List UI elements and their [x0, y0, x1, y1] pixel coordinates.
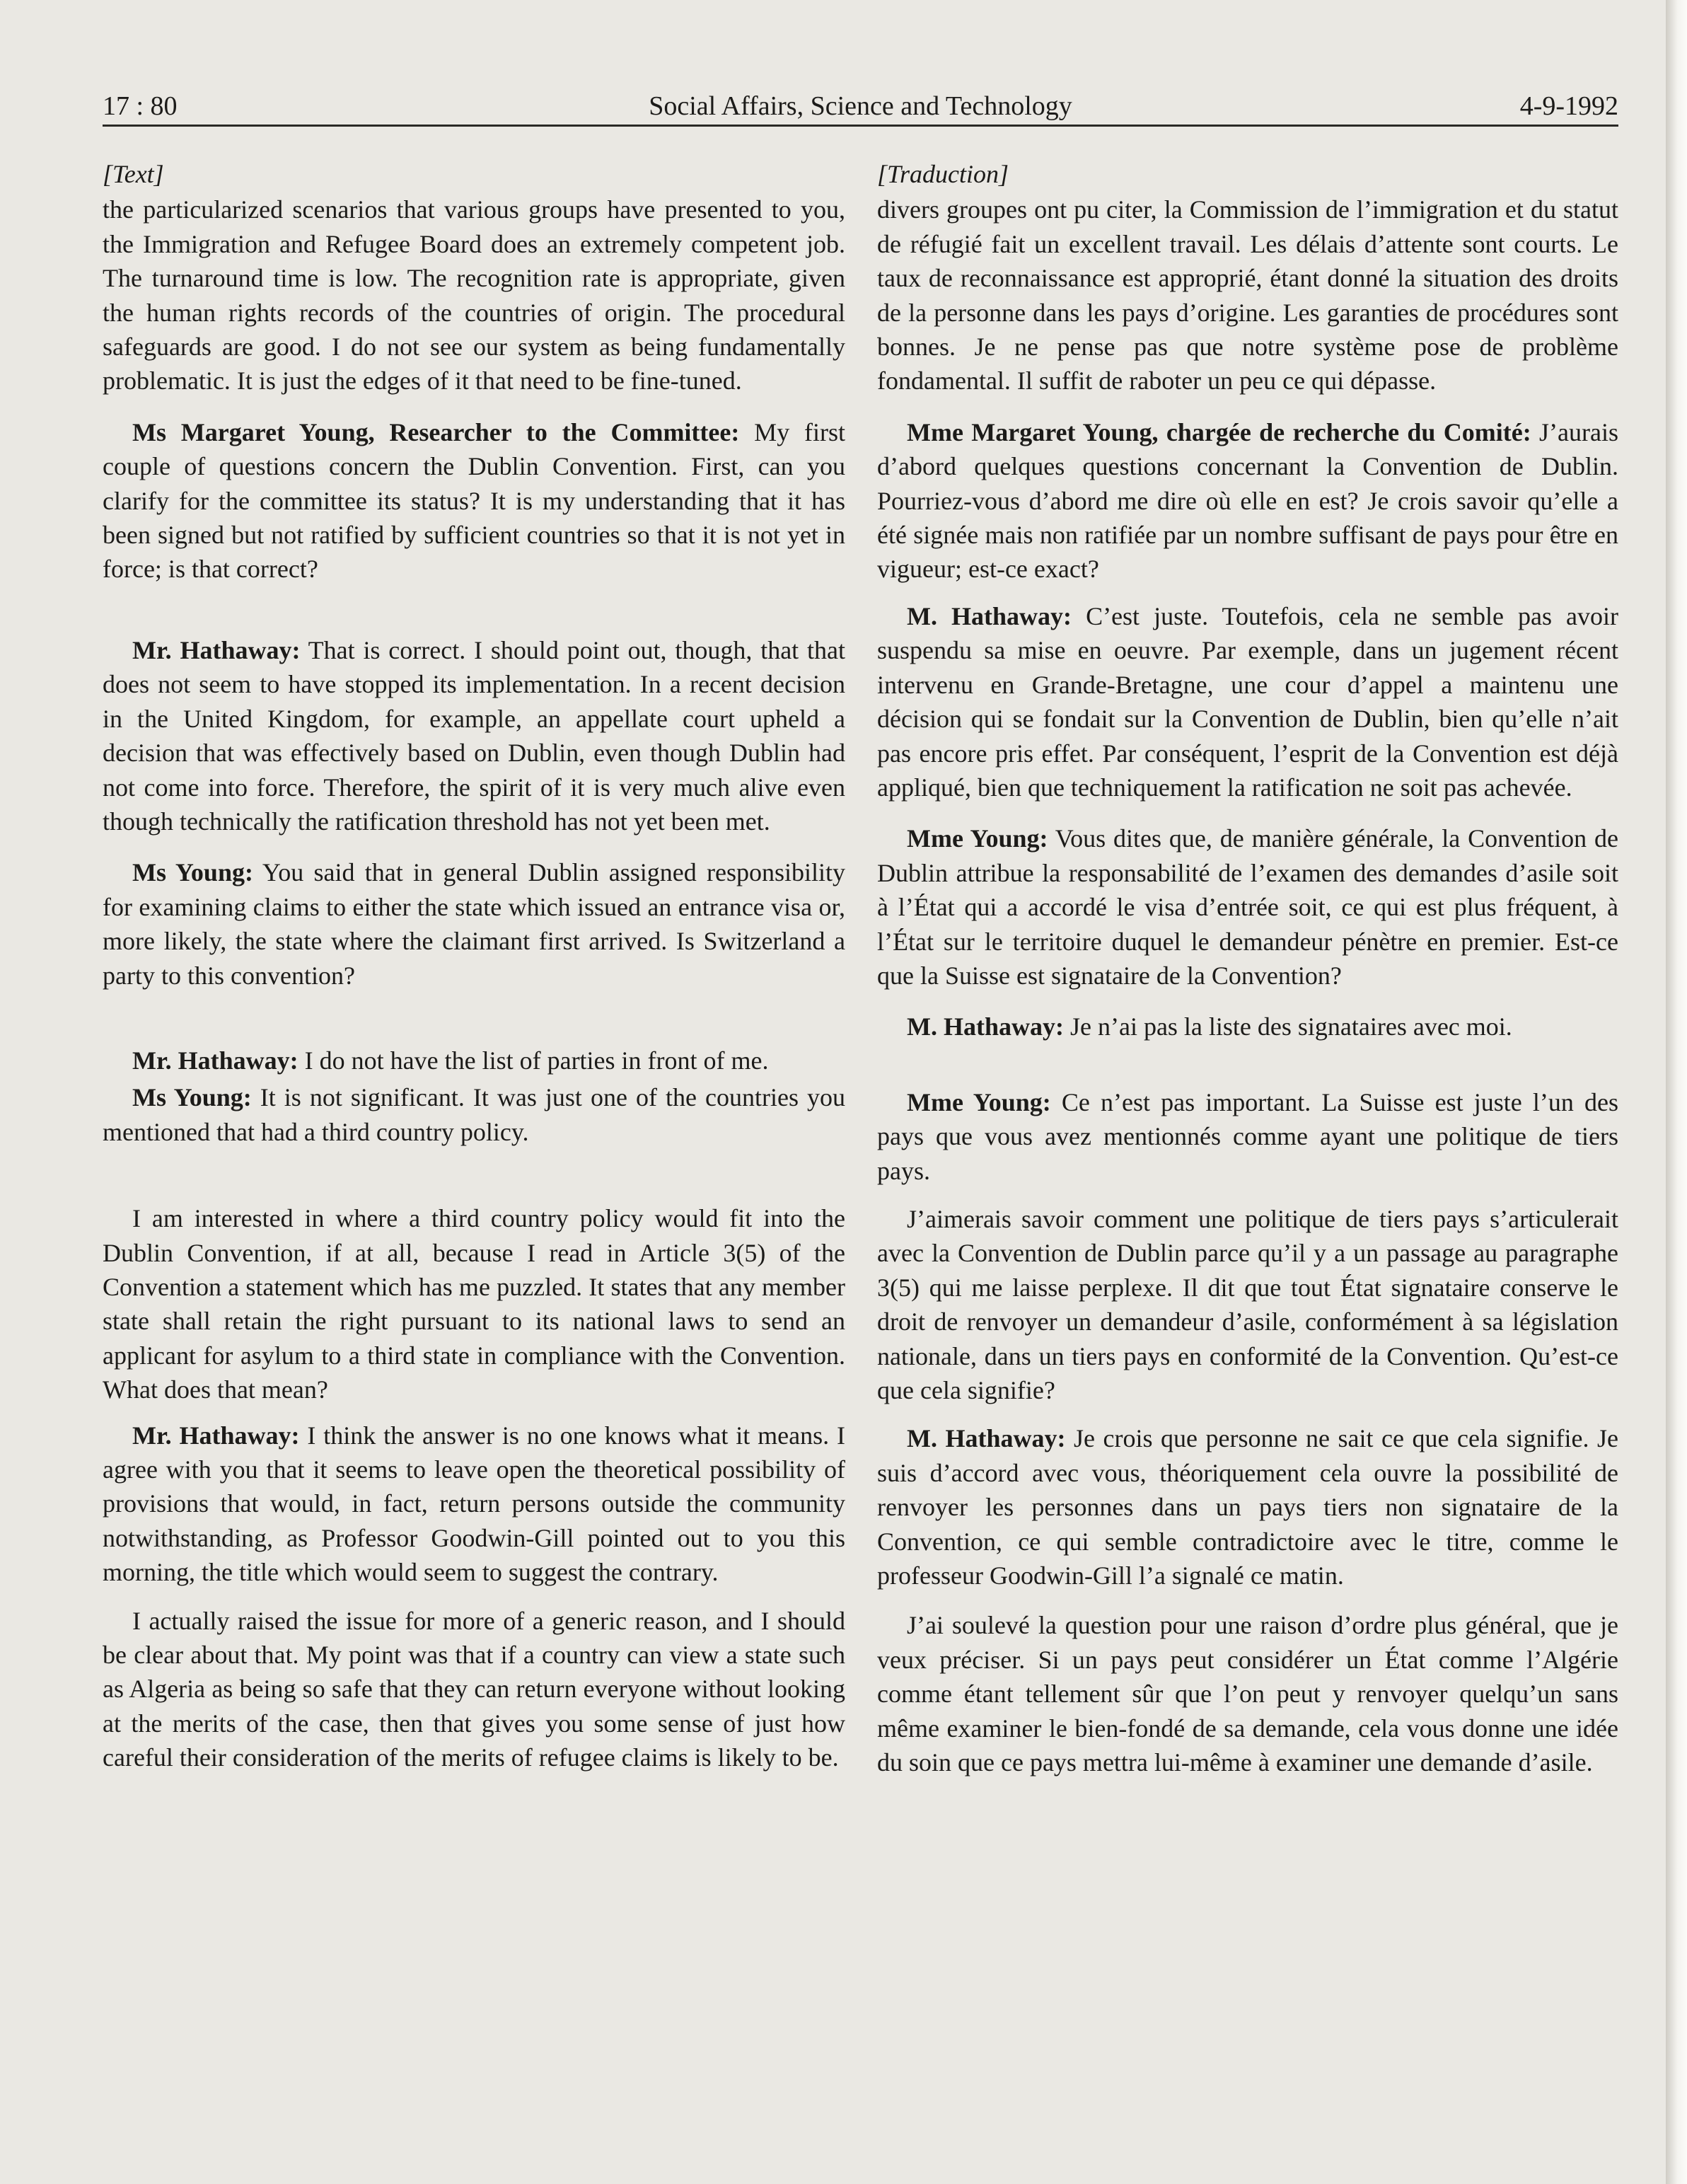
paragraph: the particularized scenarios that various groups have presented to you, the Immigration and Refugee Board does an extremely competent job. The turnaround time is low. The recognition rate is appropriate, given the human rights records of the countries of origin. The procedural safeguards are good. I do not see our system as being fundamentally problematic. It is just the edges of it that need to be fine-tuned. [103, 195, 845, 395]
traduction-label: [Traduction] [877, 160, 1009, 188]
paragraph [877, 415, 1618, 587]
speech-text: It is not significant. It was just one of the countries you mentioned that had a third country policy. [103, 1083, 845, 1146]
running-header [103, 83, 1618, 123]
speaker-name: Mr. Hathaway: [132, 1046, 298, 1075]
paragraph [103, 855, 845, 993]
speaker-name: Mr. Hathaway: [132, 1421, 300, 1450]
header-title: Social Affairs, Science and Technology [649, 91, 1072, 121]
speaker-name: Ms Young: [132, 858, 253, 887]
speaker-name: Mme Margaret Young, chargée de recherche du Comité: [907, 417, 1531, 446]
paragraph [103, 633, 845, 838]
paragraph [877, 1085, 1618, 1188]
paragraph: J’aimerais savoir comment une politique de tiers pays s’articulerait avec la Convention de Dublin parce qu’il y a un passage au paragraphe 3(5) qui me laisse perplexe. Il dit que tout État signataire conserve le droit de renvoyer un demandeur d’asile, conformément à sa législation nationale, dans un tiers pays en conformité de la Convention. Qu’est-ce que cela signifie? [877, 1204, 1618, 1404]
speech-text: Je n’ai pas la liste des signataires avec moi. [1063, 1012, 1512, 1041]
speech-text: Je crois que personne ne sait ce que cela signifie. Je suis d’accord avec vous, théoriquement cela ouvre la possibilité de renvoyer les personnes dans un pays tiers non signataire de la Convention, ce qui semble contradictoire avec le titre, comme le professeur Goodwin-Gill l’a signalé ce matin. [877, 1424, 1619, 1590]
french-column [877, 157, 1618, 1779]
paragraph [877, 1010, 1618, 1044]
speech-text: Vous dites que, de manière générale, la Convention de Dublin attribue la responsabilité de l’examen des demandes d’asile soit à l’État qui a accordé le visa d’entrée soit, ce qui est plus fréquent, à l’État sur le territoire duquel le demandeur pénètre en premier. Est-ce que la Suisse est signataire de la Convention? [877, 824, 1618, 990]
paragraph: divers groupes ont pu citer, la Commission de l’immigration et du statut de réfugié fait un excellent travail. Les délais d’attente sont courts. Le taux de reconnaissance est approprié, étant donné la situation des droits de la personne dans les pays d’origine. Les garanties de procédures sont bonnes. Je ne pense pas que notre système pose de problème fondamental. Il suffit de raboter un peu ce qui dépasse. [877, 195, 1618, 395]
speech-text: You said that in general Dublin assigned responsibility for examining claims to either the state which issued an entrance visa or, more likely, the state where the claimant first arrived. Is Switzerland a party to this convention? [103, 858, 846, 990]
header-date: 4-9-1992 [1519, 91, 1618, 121]
paragraph [103, 415, 845, 587]
page-number: 17 : 80 [103, 91, 178, 121]
paragraph [103, 1419, 845, 1590]
speech-text: C’est juste. Toutefois, cela ne semble pas avoir suspendu sa mise en oeuvre. Par exemple, dans un jugement récent intervenu en Grande-Bretagne, une cour d’appel a maintenu une décision qui se fondait sur la Convention de Dublin, bien qu’elle n’ait pas encore pris effet. Par conséquent, l’esprit de la Convention est déjà appliqué, bien que techniquement la ratification ne soit pas achevée. [877, 601, 1618, 802]
speech-text: That is correct. I should point out, though, that that does not seem to have stopped its implementation. In a recent decision in the United Kingdom, for example, an appellate court upheld a decision that was effectively based on Dublin, even though Dublin had not come into force. Therefore, the spirit of it is very much alive even though technically the ratification threshold has not yet been met. [103, 635, 845, 836]
english-column [103, 157, 845, 1775]
speech-text: I think the answer is no one knows what it means. I agree with you that it seems to leave open the theoretical possibility of provisions that would, in fact, return persons outside the community notwithstanding, as Professor Goodwin-Gill pointed out to you this morning, the title which would seem to suggest the contrary. [103, 1421, 845, 1587]
speaker-name: M. Hathaway: [907, 1424, 1066, 1453]
speaker-name: Ms Margaret Young, Researcher to the Committee: [132, 417, 740, 446]
text-label: [Text] [103, 160, 164, 188]
paragraph [877, 821, 1618, 993]
paragraph [103, 1080, 845, 1149]
speech-text: J’aurais d’abord quelques questions concernant la Convention de Dublin. Pourriez-vous d’abord me dire où elle en est? Je crois savoir qu’elle a été signée mais non ratifiée par un nombre suffisant de pays pour être en vigueur; est-ce exact? [877, 417, 1618, 584]
speaker-name: Ms Young: [132, 1083, 252, 1112]
paragraph [877, 1421, 1618, 1593]
speech-text: Ce n’est pas important. La Suisse est juste l’un des pays que vous avez mentionnés comme ayant une politique de tiers pays. [877, 1087, 1618, 1185]
header-rule [103, 125, 1618, 127]
speaker-name: Mme Young: [907, 1087, 1051, 1116]
paragraph [103, 1044, 845, 1077]
speech-text: My first couple of questions concern the Dublin Convention. First, can you clarify for the committee its status? It is my understanding that it has been signed but not ratified by sufficient countries so that it is not yet in force; is that correct? [103, 417, 845, 584]
speech-text: I do not have the list of parties in front of me. [298, 1046, 769, 1075]
page-binding-edge [1666, 0, 1687, 2184]
speaker-name: Mme Young: [907, 824, 1048, 853]
speaker-name: M. Hathaway: [907, 1012, 1064, 1041]
paragraph [877, 599, 1618, 804]
paragraph: I actually raised the issue for more of a generic reason, and I should be clear about that. My point was that if a country can view a state such as Algeria as being so safe that they can return everyone without looking at the merits of the case, then that gives you some sense of just how careful their consideration of the merits of refugee claims is likely to be. [103, 1606, 845, 1772]
paragraph: J’ai soulevé la question pour une raison d’ordre plus général, que je veux préciser. Si un pays peut considérer un État comme l’Algérie comme étant tellement sûr que l’on peut y renvoyer quelqu’un sans même examiner le bien-fondé de sa demande, cela vous donne une idée du soin que ce pays mettra lui-même à examiner une demande d’asile. [877, 1611, 1618, 1777]
paragraph: I am interested in where a third country policy would fit into the Dublin Convention, if at all, because I read in Article 3(5) of the Convention a statement which has me puzzled. It states that any member state shall retain the right pursuant to its national laws to send an applicant for asylum to a third state in compliance with the Convention. What does that mean? [103, 1204, 845, 1404]
speaker-name: Mr. Hathaway: [132, 635, 301, 664]
speaker-name: M. Hathaway: [907, 601, 1072, 630]
